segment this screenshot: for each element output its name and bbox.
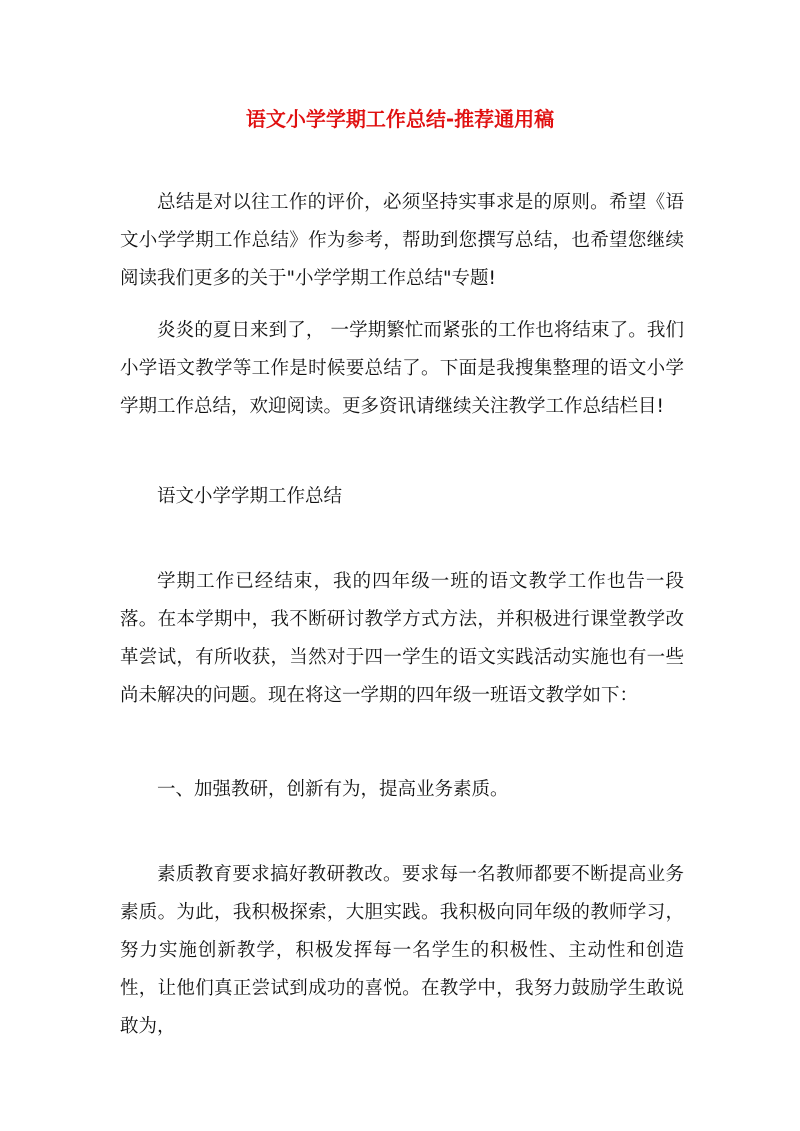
intro-paragraph: 总结是对以往工作的评价，必须坚持实事求是的原则。希望《语文小学学期工作总结》作为参考，帮助到您撰写总结，也希望您继续阅读我们更多的关于"小学学期工作总结"专题! xyxy=(120,192,684,289)
semester-paragraph: 学期工作已经结束，我的四年级一班的语文教学工作也告一段落。在本学期中，我不断研讨教学方式方法，并积极进行课堂教学改革尝试，有所收获，当然对于四一学生的语文实践活动实施也有一些尚未解决的问题。现在将这一学期的四年级一班语文教学如下： xyxy=(120,571,684,706)
document-title: 语文小学学期工作总结-推荐通用稿 xyxy=(245,107,555,131)
summary-subtitle: 语文小学学期工作总结 xyxy=(157,486,343,507)
section-heading: 一、加强教研，创新有为，提高业务素质。 xyxy=(157,779,509,800)
summer-paragraph: 炎炎的夏日来到了， 一学期繁忙而紧张的工作也将结束了。我们小学语文教学等工作是时候要总结了。下面是我搜集整理的语文小学学期工作总结，欢迎阅读。更多资讯请继续关注教学工作总结栏目! xyxy=(120,320,684,417)
quality-education-paragraph: 素质教育要求搞好教研教改。要求每一名教师都要不断提高业务素质。为此，我积极探索，大胆实践。我积极向同年级的教师学习，努力实施创新教学，积极发挥每一名学生的积极性、主动性和创造性，让他们真正尝试到成功的喜悦。在教学中，我努力鼓励学生敢说敢为， xyxy=(120,864,684,1037)
